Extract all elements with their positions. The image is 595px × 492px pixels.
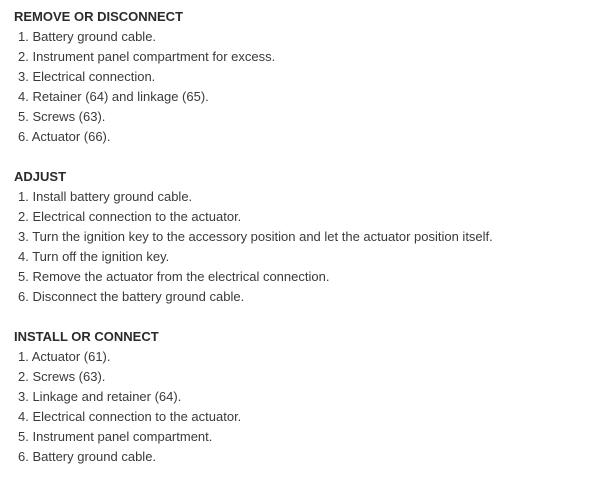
step-item: 4. Retainer (64) and linkage (65). [18,89,209,104]
step-item: 4. Turn off the ignition key. [18,249,170,264]
step-item: 4. Electrical connection to the actuator. [18,409,242,424]
section-install-or-connect [14,327,595,467]
step-item: 2. Electrical connection to the actuator. [18,209,242,224]
section-adjust [14,167,595,307]
step-item: 3. Electrical connection. [18,69,156,84]
step-item: 6. Battery ground cable. [18,449,157,464]
step-item: 5. Instrument panel compartment. [18,429,213,444]
step-list [14,347,595,467]
step-list [14,187,595,307]
section-title: ADJUST [14,169,67,184]
step-item: 5. Screws (63). [18,109,106,124]
section-title: REMOVE OR DISCONNECT [14,9,184,24]
section-title: INSTALL OR CONNECT [14,329,159,344]
step-list [14,27,595,147]
step-item: 5. Remove the actuator from the electrical connection. [18,269,330,284]
step-item: 2. Instrument panel compartment for excess. [18,49,276,64]
step-item: 3. Linkage and retainer (64). [18,389,182,404]
step-item: 6. Actuator (66). [18,129,111,144]
step-item: 1. Install battery ground cable. [18,189,193,204]
section-remove-or-disconnect [14,7,595,147]
step-item: 3. Turn the ignition key to the accessory position and let the actuator position itself. [18,229,493,244]
step-item: 2. Screws (63). [18,369,106,384]
step-item: 1. Actuator (61). [18,349,111,364]
step-item: 1. Battery ground cable. [18,29,157,44]
step-item: 6. Disconnect the battery ground cable. [18,289,245,304]
